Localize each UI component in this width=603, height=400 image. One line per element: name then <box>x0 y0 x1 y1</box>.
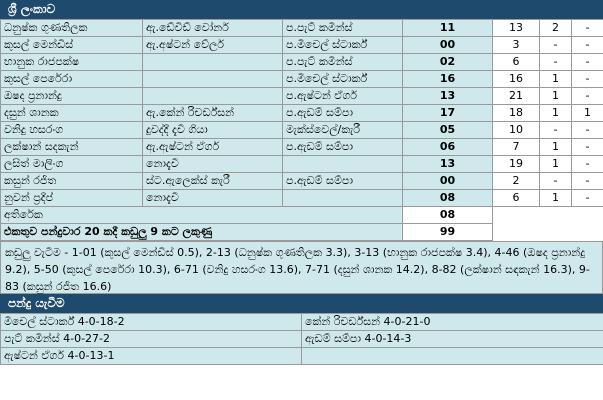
batsman-name: වනිදු හසරංග <box>1 122 143 139</box>
fours: - <box>540 122 572 139</box>
batsman-name: කුසල් පෙරේරා <box>1 71 143 88</box>
bowler: ප.මිචෙල් ස්ටාර්ක් <box>283 37 403 54</box>
runs: 13 <box>403 88 493 105</box>
dismissal: ඇ.ඇෂ්ටන් ඒගර් <box>143 139 283 156</box>
balls: 13 <box>493 20 540 37</box>
balls: 19 <box>493 156 540 173</box>
fours: 2 <box>540 20 572 37</box>
fours: 1 <box>540 190 572 207</box>
total-label: එකතුව පන්දුවාර 20 කදී කඩුලු 9 කට ලකුණු <box>1 224 403 241</box>
batting-row <box>1 190 603 207</box>
runs: 16 <box>403 71 493 88</box>
runs: 00 <box>403 173 493 190</box>
balls: 3 <box>493 37 540 54</box>
extras-row <box>1 207 603 224</box>
fours: - <box>540 173 572 190</box>
dismissal: ඇ.කේන් රිචර්ඩ්සන් <box>143 105 283 122</box>
team-header: ශ්‍රී ලංකාව <box>0 0 603 19</box>
total-row <box>1 224 603 241</box>
balls: 2 <box>493 173 540 190</box>
bowling-header: පන්දු යැවීම <box>0 294 603 313</box>
balls: 16 <box>493 71 540 88</box>
sixes: - <box>572 20 603 37</box>
bowler-figures: කේන් රිචර්ඩ්සන් 4-0-21-0 <box>302 314 603 331</box>
fours: 1 <box>540 71 572 88</box>
batsman-name: ඔෂද ප්‍රනාන්දු <box>1 88 143 105</box>
bowler-figures: මිචෙල් ස්ටාර්ක් 4-0-18-2 <box>1 314 302 331</box>
batsman-name: ධනුෂ්ක ගුණතිලක <box>1 20 143 37</box>
batting-row <box>1 105 603 122</box>
batting-row <box>1 88 603 105</box>
fours: - <box>540 54 572 71</box>
bowler <box>283 190 403 207</box>
runs: 08 <box>403 190 493 207</box>
sixes: - <box>572 122 603 139</box>
batting-row <box>1 71 603 88</box>
batting-row <box>1 156 603 173</box>
batting-row <box>1 20 603 37</box>
dismissal <box>143 71 283 88</box>
sixes: - <box>572 54 603 71</box>
balls: 6 <box>493 54 540 71</box>
bowler: ප.ඇඩම් සම්පා <box>283 173 403 190</box>
bowler: ප.ඇඩම් සම්පා <box>283 105 403 122</box>
balls: 21 <box>493 88 540 105</box>
balls: 6 <box>493 190 540 207</box>
batsman-name: නුවන් ප්‍රදීප් <box>1 190 143 207</box>
balls: 7 <box>493 139 540 156</box>
bowler-figures: ඇෂ්ටන් ඒගර් 4-0-13-1 <box>1 348 302 365</box>
batsman-name: භානුක රාජපක්ෂ <box>1 54 143 71</box>
sixes: - <box>572 88 603 105</box>
bowling-row <box>1 331 603 348</box>
batting-row <box>1 173 603 190</box>
bowler: ප.පැට් කමින්ස් <box>283 20 403 37</box>
batsman-name: කසුන් රජිත <box>1 173 143 190</box>
runs: 06 <box>403 139 493 156</box>
dismissal: දුවද්දී දැවී ගියා <box>143 122 283 139</box>
bowling-row <box>1 314 603 331</box>
balls: 18 <box>493 105 540 122</box>
fours: 1 <box>540 139 572 156</box>
extras-value: 08 <box>403 207 493 224</box>
bowler: ප.මිචෙල් ස්ටාර්ක් <box>283 71 403 88</box>
batting-row <box>1 139 603 156</box>
runs: 13 <box>403 156 493 173</box>
bowling-row <box>1 348 603 365</box>
bowler-figures: පැට් කමින්ස් 4-0-27-2 <box>1 331 302 348</box>
fours: 1 <box>540 88 572 105</box>
bowler: ප.පැට් කමින්ස් <box>283 54 403 71</box>
dismissal: නොදැවී <box>143 190 283 207</box>
dismissal: ඇ.අෂ්ටන් වේලර් <box>143 37 283 54</box>
fours: 1 <box>540 156 572 173</box>
batsman-name: දසුන් ශානක <box>1 105 143 122</box>
fours: 1 <box>540 105 572 122</box>
sixes: - <box>572 173 603 190</box>
runs: 17 <box>403 105 493 122</box>
sixes: - <box>572 190 603 207</box>
bowling-table <box>0 313 603 365</box>
sixes: - <box>572 156 603 173</box>
sixes: 1 <box>572 105 603 122</box>
dismissal: නොදැවී <box>143 156 283 173</box>
bowler: ප.ඇෂ්ටන් ඒගර් <box>283 88 403 105</box>
runs: 05 <box>403 122 493 139</box>
runs: 00 <box>403 37 493 54</box>
runs: 11 <box>403 20 493 37</box>
bowler: මැක්ස්වෙල්/කැරී <box>283 122 403 139</box>
batsman-name: ලක්ෂාන් සදකැන් <box>1 139 143 156</box>
balls: 10 <box>493 122 540 139</box>
dismissal: ඇ.ඩේවිඩ් වෝනර් <box>143 20 283 37</box>
sixes: - <box>572 139 603 156</box>
bowler <box>283 156 403 173</box>
dismissal <box>143 88 283 105</box>
fours: - <box>540 37 572 54</box>
sixes: - <box>572 71 603 88</box>
batsman-name: කුසල් මෙන්ඩිස් <box>1 37 143 54</box>
batsman-name: ලසිත් මාලිංග <box>1 156 143 173</box>
dismissal <box>143 54 283 71</box>
batting-row <box>1 122 603 139</box>
bowler: ප.ඇඩම් සම්පා <box>283 139 403 156</box>
sixes: - <box>572 37 603 54</box>
runs: 02 <box>403 54 493 71</box>
batting-table <box>0 19 603 241</box>
extras-label: අතිරේක <box>1 207 403 224</box>
fall-of-wickets: කඩුලු වැටීම - 1-01 (කුසල් මෙන්ඩිස් 0.5), 2-13 (ධනුෂ්ක ගුණතිලක 3.3), 3-13 (භානුක රාජපක්ෂ 3.4), 4-46 (ඔෂද ප්‍රනාන්දු 9.2), 5-50 (කුසල් පෙරේරා 10.3), 6-71 (වනිදු හසරංග 13.6), 7-71 (දසුන් ශානක 14.2), 8-82 (ලක්ෂාන් සඳකැන් 16.3), 9-83 (කසුන් රජිත 16.6) <box>0 241 603 294</box>
bowler-figures: ඇඩම් සම්පා 4-0-14-3 <box>302 331 603 348</box>
bowler-figures <box>302 348 603 365</box>
batting-row <box>1 54 603 71</box>
total-value: 99 <box>403 224 493 241</box>
batting-row <box>1 37 603 54</box>
dismissal: ස්ට.ඇලෙක්ස් කැරී <box>143 173 283 190</box>
